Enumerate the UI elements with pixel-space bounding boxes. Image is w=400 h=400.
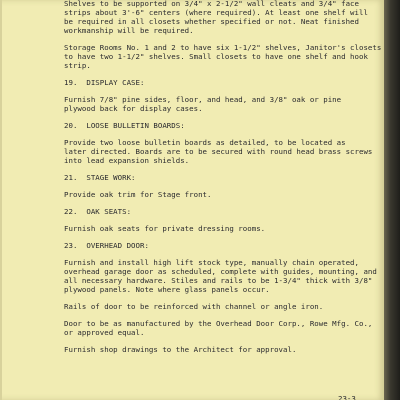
text-line: Provide oak trim for Stage front. (64, 190, 212, 199)
text-line: Furnish shop drawings to the Architect for approval. (64, 345, 297, 354)
text-line: to have two 1-1/2" shelves. Small closets to have one shelf and hook (64, 52, 368, 61)
text-line: strips about 3'-6" centers (where required). At least one shelf will (64, 8, 368, 17)
page-number: 23-3 (338, 394, 356, 400)
text-line: strip. (64, 61, 91, 70)
text-line: plywood panels. Note where glass panels occur. (64, 285, 270, 294)
text-line: Furnish 7/8" pine sides, floor, and head, and 3/8" oak or pine (64, 95, 342, 104)
text-line: Door to be as manufactured by the Overhead Door Corp., Rowe Mfg. Co., (64, 319, 373, 328)
binding-shadow (384, 0, 400, 400)
text-line: all necessary hardware. Stiles and rails to be 1-3/4" thick with 3/8" (64, 276, 373, 285)
section-heading-19: 19. DISPLAY CASE: (64, 78, 145, 87)
text-line: or approved equal. (64, 328, 145, 337)
text-line: Shelves to be supported on 3/4" x 2-1/2" wall cleats and 3/4" face (64, 0, 359, 8)
text-line: overhead garage door as scheduled, complete with guides, mounting, and (64, 267, 377, 276)
text-line: later directed. Boards are to be secured with round head brass screws (64, 147, 373, 156)
section-heading-23: 23. OVERHEAD DOOR: (64, 241, 149, 250)
paper-left-edge (0, 0, 2, 400)
text-line: plywood back for display cases. (64, 104, 203, 113)
section-heading-22: 22. OAK SEATS: (64, 207, 132, 216)
text-line: Storage Rooms No. 1 and 2 to have six 1-1/2" shelves, Janitor's closets (64, 43, 382, 52)
text-line: Furnish and install high lift stock type, manually chain operated, (64, 258, 359, 267)
text-line: Furnish oak seats for private dressing rooms. (64, 224, 266, 233)
section-heading-20: 20. LOOSE BULLETIN BOARDS: (64, 121, 185, 130)
text-line: workmanship will be required. (64, 26, 194, 35)
text-line: Rails of door to be reinforced with channel or angle iron. (64, 302, 324, 311)
text-line: into lead expansion shields. (64, 156, 190, 165)
section-heading-21: 21. STAGE WORK: (64, 173, 136, 182)
text-line: Provide two loose bulletin boards as detailed, to be located as (64, 138, 346, 147)
text-line: be required in all closets whether specified or not. Neat finished (64, 17, 359, 26)
